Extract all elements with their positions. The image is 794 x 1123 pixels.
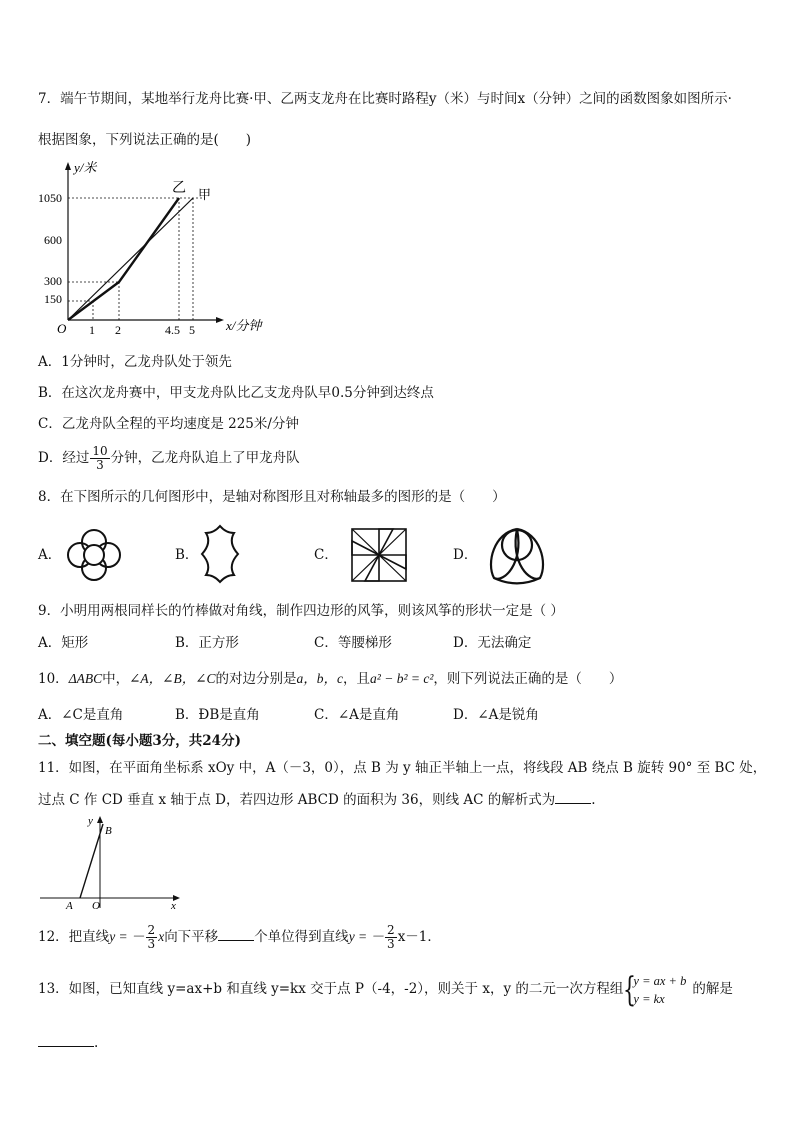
line-jia	[68, 198, 193, 320]
q7-option-b: B．在这次龙舟赛中，甲支龙舟队比乙支龙舟队早0.5分钟到达终点	[38, 385, 434, 401]
q9-option-c: C．等腰梯形	[314, 635, 392, 651]
q12-text-1: 12．把直线	[38, 929, 110, 945]
q13-equation-2: y = kx	[633, 991, 665, 1006]
q7-stem-line2: 根据图象，下列说法正确的是( )	[38, 132, 252, 148]
q13-equation-system	[623, 969, 687, 1010]
q12-fraction-2	[385, 924, 397, 951]
q10-equation: a² − b² = c²	[370, 671, 434, 686]
fraction-denominator: 3	[387, 937, 395, 951]
origin-label: O	[57, 321, 67, 336]
fraction-numerator: 2	[387, 923, 395, 937]
point-a-label: A	[66, 900, 73, 912]
q10-sides: a，b，c	[296, 671, 344, 686]
q11-answer-blank[interactable]	[555, 789, 591, 804]
q7-distance-time-graph	[38, 158, 288, 343]
point-b-label: B	[105, 825, 112, 837]
q11-period: .	[591, 792, 596, 808]
y-axis-label: y	[88, 815, 93, 827]
q13-answer-line	[38, 1032, 98, 1052]
q7-option-d-suffix: 分钟，乙龙舟队追上了甲龙舟队	[110, 450, 300, 466]
fraction-denominator: 3	[147, 937, 156, 951]
q7-option-d-fraction	[90, 445, 109, 472]
q12-text-3: 个单位得到直线	[254, 929, 349, 945]
y-axis-arrow	[65, 162, 71, 170]
q9-option-b: B．正方形	[175, 635, 239, 651]
q13-equation-1: y = ax + b	[633, 973, 687, 988]
q10-number: 10．	[38, 671, 69, 687]
q13-text: 13．如图，已知直线 y=ax+b 和直线 y=kx 交于点 P（-4，-2），则关于 x，y 的二元一次方程组	[38, 981, 624, 997]
line-yi	[68, 198, 179, 320]
fraction-numerator: 2	[147, 923, 156, 937]
y-tick-150: 150	[44, 292, 62, 306]
q10-option-c: C．∠A是直角	[314, 707, 400, 723]
q8-label-d: D．	[453, 547, 478, 563]
x-axis-label: x/分钟	[226, 318, 262, 333]
q12-answer-blank[interactable]	[218, 926, 254, 941]
q12-eq2-left: y = －	[348, 929, 385, 944]
label-jia: 甲	[198, 187, 212, 202]
q13-tail: 的解是	[692, 981, 733, 997]
x-axis-arrow	[216, 317, 224, 323]
q9-stem: 9．小明用两根同样长的竹棒做对角线，制作四边形的风筝，则该风筝的形状一定是（ ）	[38, 603, 564, 619]
q10-option-d: D．∠A是锐角	[453, 707, 539, 723]
q7-option-d-prefix: D．经过	[38, 450, 90, 466]
q11-coordinate-graph	[36, 812, 186, 912]
section-2-heading: 二、填空题(每小题3分，共24分)	[38, 733, 241, 749]
q10-angles: ∠A，∠B，∠C	[129, 671, 216, 686]
q11-stem-line1: 11．如图，在平面角坐标系 xOy 中，A（－3，0），点 B 为 y 轴正半轴上一点，将线段 AB 绕点 B 旋转 90° 至 BC 处，	[38, 760, 767, 776]
q8-label-b: B．	[175, 547, 199, 563]
q7-option-a: A．1分钟时，乙龙舟队处于领先	[38, 354, 232, 370]
q13-stem	[38, 970, 733, 1008]
q12-text-2: 向下平移	[164, 929, 219, 945]
q10-option-b: B．ÐB是直角	[175, 707, 260, 723]
q7-option-c: C．乙龙舟队全程的平均速度是 225米/分钟	[38, 416, 299, 432]
x-tick-2: 2	[115, 323, 121, 337]
q10-text-1: 中，	[102, 671, 130, 687]
q10-text-3: ，且	[343, 671, 371, 687]
q8-stem: 8．在下图所示的几何图形中，是轴对称图形且对称轴最多的图形的是（ ）	[38, 489, 506, 505]
label-yi: 乙	[172, 181, 186, 196]
q11-stem-line2	[38, 789, 596, 809]
q12-eq1-right: x	[158, 929, 165, 944]
q13-period: .	[94, 1035, 99, 1051]
q10-option-a: A．∠C是直角	[38, 707, 124, 723]
q10-text-4: ，则下列说法正确的是（ ）	[433, 671, 623, 687]
q7-option-d	[38, 443, 300, 473]
fraction-denominator: 3	[96, 458, 104, 472]
x-tick-1: 1	[89, 323, 95, 337]
x-tick-5: 5	[189, 323, 195, 337]
q8-figure-b-shape	[198, 523, 242, 585]
q10-triangle: ΔABC	[68, 671, 103, 686]
brace-icon: {	[623, 969, 637, 1010]
fraction-numerator: 10	[92, 444, 108, 458]
q12-fraction-1	[146, 924, 158, 951]
q10-text-2: 的对边分别是	[215, 671, 297, 687]
x-axis-label: x	[171, 900, 176, 912]
q12-eq2-right: x－1．	[397, 929, 441, 945]
q8-label-a: A．	[38, 547, 62, 563]
q8-label-c: C．	[314, 547, 338, 563]
q12-stem	[38, 922, 441, 952]
origin-label: O	[92, 900, 100, 912]
q12-eq1-left: y = －	[109, 929, 145, 944]
y-tick-300: 300	[44, 274, 62, 288]
y-tick-600: 600	[44, 233, 62, 247]
q10-stem	[38, 670, 622, 688]
y-axis-label: y/米	[74, 160, 97, 175]
q8-figure-d-triquetra	[484, 523, 550, 585]
q7-stem-line1: 7．端午节期间，某地举行龙舟比赛·甲、乙两支龙舟在比赛时路程y（米）与时间x（分钟）之间的函数图象如图所示·	[38, 91, 732, 107]
x-tick-4-5: 4.5	[165, 323, 180, 337]
q8-figure-a-flower	[64, 527, 124, 583]
q9-option-a: A．矩形	[38, 635, 89, 651]
y-tick-1050: 1050	[38, 191, 62, 205]
q13-answer-blank[interactable]	[38, 1032, 94, 1047]
q8-figure-c-pinwheel	[350, 527, 408, 583]
q11-text: 过点 C 作 CD 垂直 x 轴于点 D，若四边形 ABCD 的面积为 36，则线 AC 的解析式为	[38, 792, 556, 808]
q9-option-d: D．无法确定	[453, 635, 532, 651]
